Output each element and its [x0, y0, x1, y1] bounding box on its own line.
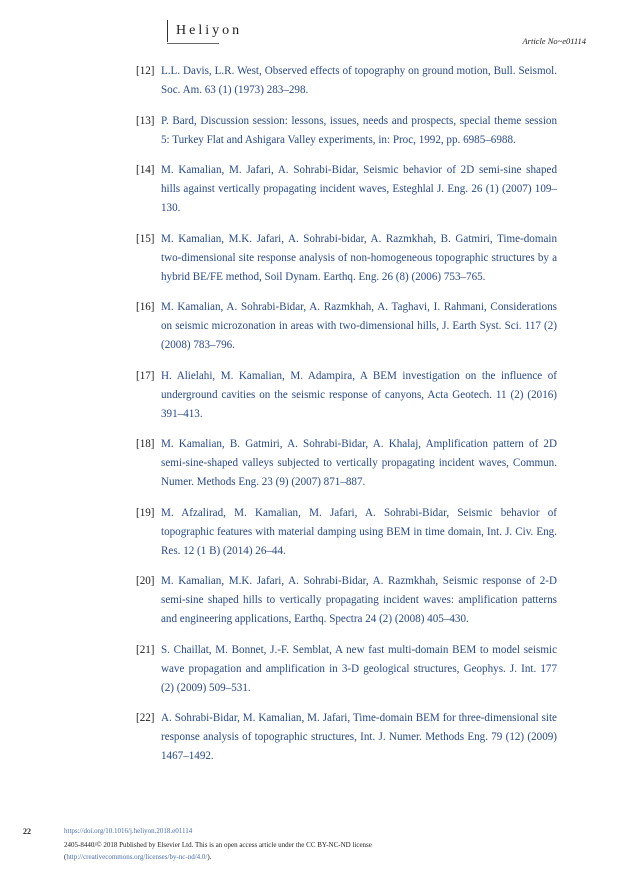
reference-item: [136, 112, 557, 150]
license-link[interactable]: http://creativecommons.org/licenses/by-nc-nd/4.0/: [66, 853, 208, 861]
reference-text[interactable]: M. Kamalian, A. Sohrabi-Bidar, A. Razmkhah, A. Taghavi, I. Rahmani, Considerations on seismic microzonation in areas with two-dimensional hills, J. Earth Syst. Sci. 117 (2) (2008) 783–796.: [161, 301, 557, 351]
license-suffix: ).: [207, 853, 212, 861]
reference-item: [136, 641, 557, 698]
reference-text[interactable]: L.L. Davis, L.R. West, Observed effects of topography on ground motion, Bull. Seismol. Soc. Am. 63 (1) (1973) 283–298.: [161, 65, 557, 96]
reference-item: [136, 230, 557, 287]
reference-number: [17]: [136, 369, 155, 382]
article-number: Article No~e01114: [522, 36, 586, 46]
reference-number: [19]: [136, 506, 155, 519]
reference-number: [21]: [136, 643, 155, 656]
reference-number: [16]: [136, 301, 155, 313]
reference-number: [14]: [136, 164, 155, 176]
reference-number: [12]: [136, 65, 155, 77]
reference-text[interactable]: A. Sohrabi-Bidar, M. Kamalian, M. Jafari, Time-domain BEM for three-dimensional site response analysis of topographic structures, Int. J. Numer. Methods Eng. 79 (12) (2009) 1467–1492.: [161, 712, 557, 762]
reference-text[interactable]: M. Kamalian, B. Gatmiri, A. Sohrabi-Bidar, A. Khalaj, Amplification pattern of 2D semi-sine-shaped valleys subjected to vertically propagating incident waves, Commun. Numer. Methods Eng. 23 (9) (2007) 871–887.: [161, 438, 557, 488]
journal-name: Heliyon: [167, 20, 242, 42]
doi-link[interactable]: https://doi.org/10.1016/j.heliyon.2018.e01114: [64, 827, 193, 835]
reference-item: [136, 62, 557, 100]
reference-number: [15]: [136, 232, 155, 245]
reference-item: [136, 298, 557, 355]
reference-item: [136, 161, 557, 218]
reference-text[interactable]: M. Afzalirad, M. Kamalian, M. Jafari, A. Sohrabi-Bidar, Seismic behavior of topographic features with material damping using BEM in time domain, Int. J. Civ. Eng. Res. 12 (1 B) (2014) 26–44.: [161, 506, 557, 557]
reference-text[interactable]: P. Bard, Discussion session: lessons, issues, needs and prospects, special theme session 5: Turkey Flat and Ashigara Valley experiments, in: Proc, 1992, pp. 6985–6988.: [161, 114, 557, 146]
reference-text[interactable]: H. Alielahi, M. Kamalian, M. Adampira, A BEM investigation on the influence of underground cavities on the seismic response of canyons, Acta Geotech. 11 (2) (2016) 391–413.: [161, 369, 557, 420]
reference-number: [18]: [136, 438, 155, 450]
reference-number: [22]: [136, 712, 155, 724]
reference-item: [136, 435, 557, 492]
reference-text[interactable]: S. Chaillat, M. Bonnet, J.-F. Semblat, A new fast multi-domain BEM to model seismic wave propagation and amplification in 3-D geological structures, Geophys. J. Int. 177 (2) (2009) 509–531.: [161, 643, 557, 694]
reference-item: [136, 504, 557, 561]
reference-item: [136, 709, 557, 766]
license-prefix: (: [64, 853, 67, 861]
journal-rule: [167, 43, 219, 44]
reference-text[interactable]: M. Kamalian, M.K. Jafari, A. Sohrabi-bidar, A. Razmkhah, B. Gatmiri, Time-domain two-dimensional site response analysis of non-homogeneous topographic structures by a hybrid BE/FE method, Soil Dynam. Earthq. Eng. 26 (8) (2006) 753–765.: [161, 232, 557, 283]
license-line: [64, 853, 211, 861]
page-number: 22: [23, 827, 31, 836]
reference-item: [136, 572, 557, 629]
reference-list: [136, 62, 557, 778]
reference-text[interactable]: M. Kamalian, M. Jafari, A. Sohrabi-Bidar, Seismic behavior of 2D semi-sine shaped hills against vertically propagating incident waves, Esteghlal J. Eng. 26 (1) (2007) 109–130.: [161, 164, 557, 214]
reference-number: [13]: [136, 114, 155, 127]
reference-number: [20]: [136, 575, 155, 587]
reference-item: [136, 367, 557, 424]
reference-text[interactable]: M. Kamalian, M.K. Jafari, A. Sohrabi-Bidar, A. Razmkhah, Seismic response of 2-D semi-sine shaped hills to vertically propagating incident waves: amplification patterns and engineering applications, Earthq. Spectra 24 (2) (2008) 405–430.: [161, 575, 557, 625]
copyright-notice: 2405-8440/© 2018 Published by Elsevier Ltd. This is an open access article under the CC BY-NC-ND license: [64, 841, 372, 849]
